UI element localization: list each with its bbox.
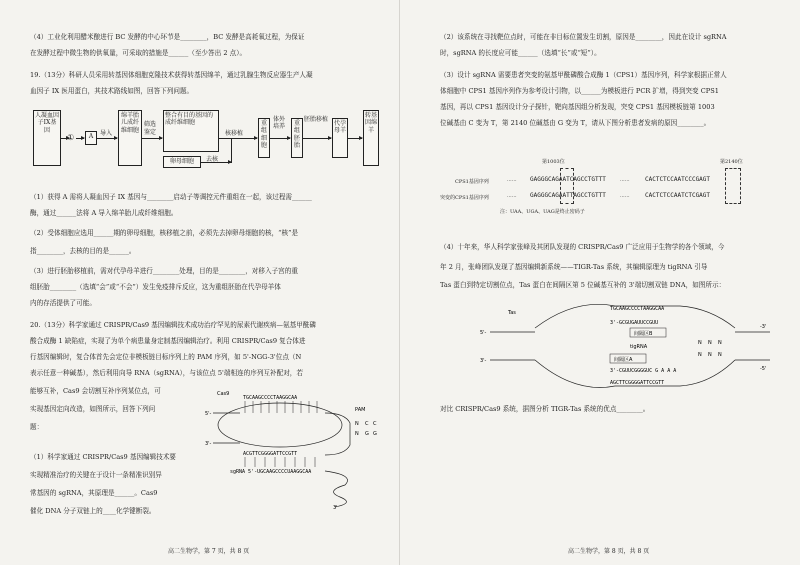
- q20-3-line1: （3）设计 sgRNA 需要患者突变的氨基甲酰磷酸合成酶 1（CPS1）基因序列，科学家根据正常人: [440, 71, 727, 79]
- tigr-three-prime: -3': [760, 324, 767, 330]
- footer-page-7: 高二生物学，第 7 页，共 8 页: [168, 548, 250, 555]
- tigr-n5: N: [708, 352, 712, 358]
- flow-oocyte-box: 卵母细胞: [163, 156, 201, 168]
- cas9-protein-outline: [218, 403, 342, 447]
- pos-1003-label: 第1003位: [542, 159, 565, 165]
- q20-4-line4: 对比 CRISPR/Cas9 系统，据图分析 TIGR-Tas 系统的优点________。: [440, 405, 650, 413]
- q20-line5: 能够互补，Cas9 会切割互补序列某位点，可: [30, 387, 161, 395]
- pam-n: N: [355, 421, 359, 427]
- flow-a-box: A: [85, 131, 97, 145]
- row1-seq-b: CACTCTCCAATCCCGAGT: [645, 176, 711, 183]
- flow-surrogate-box: 代孕母羊: [332, 118, 348, 158]
- flow-arrow: [348, 138, 362, 139]
- flow-arrow: [270, 138, 290, 139]
- pam-n2: N: [355, 431, 359, 437]
- q20-line4: 表示任意一种碱基），然后利用向导 RNA（sgRNA），与该位点 5'端相连的序列互补配对，若: [30, 369, 303, 377]
- three-prime-left: 3'-: [205, 441, 212, 447]
- five-prime-top: 5'-: [205, 411, 212, 417]
- tigr-tas-figure: [480, 298, 780, 398]
- q19-title2: 血因子 IX 医用蛋白，其技术路线如图，回答下列问题。: [30, 87, 194, 95]
- q20-1-line4: 催化 DNA 分子双链上的____化学键断裂。: [30, 507, 156, 515]
- flow-enucleate-label: 去核: [206, 156, 219, 163]
- pam-c2: C: [373, 421, 377, 427]
- flow-arrow: [303, 138, 331, 139]
- flow-arrow: [97, 138, 117, 139]
- tigr-rna-bottom: 3'-CGUUCGGGGUC G A A A: [610, 368, 677, 374]
- target-seq-top: TGCAAGCCCCTAAGGCAA: [243, 395, 298, 401]
- q20-line2: 酸合成酶 1 缺陷症，实现了为单个病患量身定制基因编辑治疗。利用 CRISPR/Cas9 复合体进: [30, 337, 306, 345]
- q20-1-line2: 实现精准治疗的关键在于设计一条精准识别异: [30, 471, 162, 479]
- flow-nuclear-transfer-label: 核移植: [225, 130, 244, 137]
- pam-g1: G: [365, 431, 369, 437]
- cas9-figure: [205, 385, 395, 510]
- q20-4-line3: Tas 蛋白到特定切割位点，Tas 蛋白在间隔区第 5 位碱基互补的 3'端切割双链 DNA，如图所示：: [440, 281, 726, 289]
- highlight-1003: [560, 168, 574, 204]
- pam-g2: G: [373, 431, 377, 437]
- tigr-three-prime-l: 3'-: [480, 358, 487, 364]
- spacer-b-label: 间隔区B: [634, 331, 653, 337]
- flow-import-label: 导入: [100, 130, 113, 137]
- pam-c1: C: [365, 421, 369, 427]
- row2-dots2: ······: [620, 194, 630, 200]
- tigrna-label: tigRNA: [630, 344, 648, 350]
- q20-2-line1: （2）该系统在寻找靶位点时，可能在非目标位置发生切割，原因是________，因此在设计 sgRNA: [440, 33, 727, 41]
- tigr-five-prime-r: -5': [760, 366, 767, 372]
- flow-select-label: 筛选鉴定: [144, 121, 157, 136]
- flow-transgenic-sheep-box: 转基因绵羊: [363, 110, 379, 166]
- flow-integrated-box: 整合有目的基因的成纤维细胞: [163, 110, 219, 152]
- row1-dots: ······: [507, 178, 517, 184]
- q20-title: 20.（13分）科学家通过 CRISPR/Cas9 基因编辑技术成功治疗罕见的尿素代谢疾病—氨基甲酰磷: [30, 321, 316, 329]
- pos-2140-label: 第2140位: [720, 159, 743, 165]
- q19-3-line3: 内的存活提供了可能。: [30, 299, 96, 307]
- footer-page-8: 高二生物学，第 8 页，共 8 页: [568, 548, 650, 555]
- row2-seq-b: CACTCTCCAATCTCGAGT: [645, 192, 711, 199]
- tigr-n2: N: [708, 340, 712, 346]
- pam-label: PAM: [355, 407, 366, 413]
- q19-2-line2: 指________，去核的目的是______。: [30, 247, 136, 255]
- sgrna-seq: sgRNA 5'-UGCAAGCCCCUAAGGCAA: [230, 469, 312, 475]
- row1-dots2: ······: [620, 178, 630, 184]
- sgrna-3prime: 3': [333, 505, 338, 510]
- tigr-top-seq: TGCAAGCCCCTAAGGCAA: [610, 306, 665, 312]
- q20-line7: 题：: [30, 423, 44, 431]
- bottom-strand-ticks: [245, 457, 315, 467]
- q20-4-line2: 年 2 月，张峰团队发现了基因编辑新系统——TIGR-Tas 系统，其编辑原理为 tigRNA 引导: [440, 263, 708, 271]
- spacer-a-label: 间隔区A: [614, 357, 633, 363]
- tigr-five-prime: 5'-: [480, 330, 487, 336]
- page-8: [400, 0, 800, 565]
- flow-gene-box: 人凝血因子IX基因: [33, 110, 61, 166]
- q18-4-line1: （4）工业化利用醋米酿进行 BC 发酵的中心环节是________，BC 发酵是高耗氧过程，为保证: [30, 33, 305, 41]
- tigr-n6: N: [718, 352, 722, 358]
- q19-title: 19.（13分）科研人员采用转基因体细胞克隆技术获得转基因绵羊，通过乳腺生物反应器生产人凝: [30, 71, 313, 79]
- q20-3-line3: 基因，再以 CPS1 基因设计分子探针，靶向基因组分析发现，突变 CPS1 基因模板链第 1003: [440, 103, 715, 111]
- flow-embryo-box: 重组胚胎: [291, 118, 303, 158]
- q20-4-line1: （4）十年来，华人科学家张峰及其团队发现的 CRISPR/Cas9 广泛应用于生物学的各个领域，今: [440, 243, 725, 251]
- flow-culture-label: 体外培养: [273, 116, 286, 130]
- q20-line6: 实现基因定向改造，如图所示，回答下列问: [30, 405, 156, 413]
- cas9-label: Cas9: [217, 391, 230, 397]
- q20-1-line3: 常基因的 sgRNA，其原理是______。Cas9: [30, 489, 158, 497]
- q19-2-line1: （2）受体细胞应选用______期的卵母细胞，核移植之前，必须先去掉卵母细胞的核，“核”是: [30, 229, 299, 237]
- q19-3-line2: 组胚胎________（选填“会”或“不会”）发生免疫排斥反应，这为重组胚胎在代孕母羊体: [30, 283, 281, 291]
- row2-seq-a: GAGGGCAGAATTAGCCTGTTT: [530, 192, 606, 199]
- flow-arrow: [219, 138, 257, 139]
- row1-seq-a: GAGGGCAGAATCAGCCTGTTT: [530, 176, 606, 183]
- flow-arrow: [142, 138, 162, 139]
- row1-label: CPS1基因序列: [455, 179, 489, 185]
- stop-codon-note: 注：UAA、UGA、UAG是终止密码子: [500, 209, 585, 215]
- q20-2-line2: 时，sgRNA 的长度应可能______（选填“长”或“短”）。: [440, 49, 601, 57]
- tigr-n1: N: [698, 340, 702, 346]
- q19-1-line1: （1）获得 A 需将人凝血因子 IX 基因与________启动子等调控元件重组在一起，该过程需______: [30, 193, 312, 201]
- q20-3-line4: 位碱基由 C 变为 T，第 2140 位碱基由 G 变为 T，请从下图分析患者发病的原因________。: [440, 119, 711, 127]
- tigr-n4: N: [698, 352, 702, 358]
- highlight-2140: [725, 168, 741, 204]
- q20-1-line1: （1）科学家通过 CRISPR/Cas9 基因编辑技术要: [30, 453, 177, 461]
- tigr-rna-top: 3'-GCGUGAUUCCGUU: [610, 320, 659, 326]
- row2-dots: ······: [507, 194, 517, 200]
- flow-step-1: ①: [67, 133, 75, 142]
- flow-transfer-label: 胚胎移植: [304, 116, 329, 123]
- sgrna-tail: [325, 471, 348, 507]
- q19-1-line2: 酶，通过______法将 A 导入绵羊胎儿成纤维细胞。: [30, 209, 178, 217]
- tigr-n3: N: [718, 340, 722, 346]
- q20-3-line2: 体细胞中 CPS1 基因序列作为参考设计引物，以______为模板进行 PCR 扩增，得到突变 CPS1: [440, 87, 719, 95]
- row2-label: 突变的CPS1基因序列: [440, 195, 489, 201]
- target-seq-bottom: ACGTTCGGGGATTCCGTT: [243, 451, 298, 457]
- flow-arrow: [76, 138, 84, 139]
- flow-fibroblast-box: 绵羊胎儿成纤维细胞: [118, 110, 142, 166]
- q18-4-line2: 在发酵过程中微生物的供氧量，可采取的措施是______（至少答出 2 点）。: [30, 49, 247, 57]
- flow-recombined-cell-box: 重组细胞: [258, 118, 270, 158]
- pam-loop: [325, 413, 350, 455]
- tigr-bottom-seq: AGCTTCGGGGATTCCGTT: [610, 380, 665, 386]
- flow-line: [231, 138, 232, 163]
- q20-line3: 行基因编辑时，复合体首先会定位非模板链目标序列上的 PAM 序列，如 5'-NGG-3'位点（N: [30, 353, 302, 361]
- q19-3-line1: （3）进行胚胎移植前，需对代孕母羊进行________处理，目的是________，对移入子宫的重: [30, 267, 298, 275]
- tas-label: Tas: [508, 310, 516, 316]
